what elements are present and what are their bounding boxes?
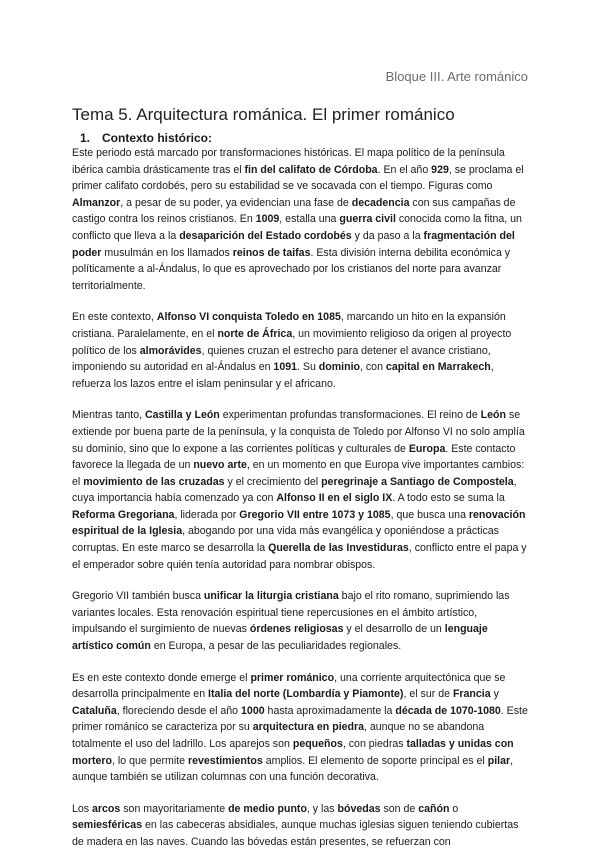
paragraph <box>72 407 530 573</box>
text-run: . Esta división interna debilita económica y políticamente a al-Ándalus, lo que es aprovechado por los cristianos del norte para avanzar territorialmente. <box>72 246 511 292</box>
bold-text: 1000 <box>241 704 265 717</box>
bold-text: arquitectura en piedra <box>252 721 365 734</box>
text-run: . Este contacto favorece la llegada de un <box>72 442 516 472</box>
bold-text: Italia del norte (Lombardía y Piamonte) <box>208 688 404 701</box>
text-run: , el sur de <box>403 688 453 701</box>
text-run: Este periodo está marcado por transformaciones históricas. El mapa político de la península ibérica cambia drásticamente tras el <box>72 147 505 176</box>
bold-text: Querella de las Investiduras <box>268 542 409 555</box>
text-run: . Este primer románico se caracteriza por su <box>72 704 528 734</box>
text-run: , aunque no se abandona totalmente el uso del ladrillo. Los aparejos son <box>72 721 485 750</box>
text-run: y da paso a la <box>351 229 424 242</box>
bold-text: primer románico <box>250 671 335 684</box>
text-run: , una corriente arquitectónica que se desarrolla principalmente en <box>72 671 506 701</box>
bold-text: reinos de taifas <box>232 246 311 259</box>
text-run: , estalla una <box>279 213 340 226</box>
bold-text: Cataluña <box>72 704 117 717</box>
text-run: Es en este contexto donde emerge el <box>72 671 251 684</box>
bold-text: Gregorio VII entre 1073 y 1085 <box>239 508 391 521</box>
text-run: experimentan profundas transformaciones. El reino de <box>219 409 481 422</box>
text-run: . En el año <box>377 163 432 176</box>
bold-text: capital en Marrakech <box>385 361 491 374</box>
bold-text: desaparición del Estado cordobés <box>179 229 352 242</box>
text-run: , cuya importancia había comenzado ya con <box>72 475 517 505</box>
bold-text: Europa <box>408 442 446 455</box>
text-run: , abogando por una vida más evangélica y oponiéndose a prácticas corruptas. En este marco se desarrolla la <box>72 525 499 555</box>
text-run: En este contexto, <box>72 311 157 324</box>
bold-text: nuevo arte <box>193 459 247 472</box>
text-run: . Su <box>297 361 319 374</box>
bold-text: pilar <box>487 754 511 767</box>
bold-text: revestimientos <box>188 754 263 767</box>
paragraph <box>72 588 530 654</box>
text-run: , lo que permite <box>112 754 188 767</box>
text-run: , marcando un hito en la expansión cristiana. Paralelamente, en el <box>72 311 506 340</box>
text-run: Mientras tanto, <box>72 409 146 422</box>
bold-text: talladas y unidas con mortero <box>72 738 514 767</box>
text-run: en las cabeceras absidiales, aunque muchas iglesias siguen teniendo cubiertas de madera en las naves. Cuando las bóvedas están presentes, se refuerzan con <box>72 819 519 848</box>
section-number: 1. <box>80 131 91 145</box>
text-run: y el desarrollo de un <box>343 623 445 636</box>
bold-text: Francia <box>452 688 491 701</box>
bold-text: guerra civil <box>339 213 396 226</box>
text-run: , quienes cruzan el estrecho para detener el avance cristiano, imponiendo su autoridad en al-Ándalus en <box>72 344 491 374</box>
bold-text: Alfonso VI conquista Toledo en 1085 <box>156 311 341 324</box>
text-run: Los <box>72 802 93 815</box>
bold-text: almorávides <box>139 344 202 357</box>
bold-text: pequeños <box>292 738 343 750</box>
bold-text: de medio punto <box>228 802 307 815</box>
bold-text: cañón <box>418 802 450 815</box>
text-run: , con <box>360 361 386 374</box>
text-run: son mayoritariamente <box>120 802 229 815</box>
text-run: , en un momento en que Europa vive importantes cambios: el <box>72 459 525 488</box>
bold-text: bóvedas <box>337 802 381 815</box>
section-heading <box>72 131 530 145</box>
paragraph <box>72 309 530 392</box>
text-run: hasta aproximadamente la <box>264 704 396 717</box>
text-run: en Europa, a pesar de las peculiaridades regionales. <box>150 640 402 653</box>
text-run: , conflicto entre el papa y el emperador sobre quién tenía autoridad para nombrar obispos. <box>72 542 527 571</box>
bold-text: arcos <box>92 802 121 815</box>
text-run: amplios. El elemento de soporte principal es el <box>262 754 488 767</box>
bold-text: 1091 <box>273 361 297 374</box>
text-run: y <box>490 688 499 701</box>
text-run: se extiende por buena parte de la península, y la conquista de Toledo por Alfonso VI no solo amplía su dominio, sino que lo expone a las corrientes políticas y culturales de <box>72 409 525 455</box>
bold-text: década de 1070-1080 <box>395 704 501 717</box>
bold-text: Castilla y León <box>145 409 220 422</box>
text-run: , liderada por <box>174 508 240 521</box>
bold-text: fin del califato de Córdoba <box>244 163 378 176</box>
text-run: , con piedras <box>342 738 407 750</box>
paragraph <box>72 145 530 294</box>
text-run: , floreciendo desde el año <box>116 704 242 717</box>
bold-text: Alfonso II en el siglo IX <box>276 492 393 505</box>
document-body <box>72 104 530 866</box>
paragraph-list <box>72 145 530 851</box>
bold-text: semiesféricas <box>72 819 143 832</box>
text-run: , a pesar de su poder, ya evidencian una fase de <box>120 196 352 209</box>
text-run: conocida como la fitna, un conflicto que lleva a la <box>72 213 522 242</box>
text-run: son de <box>380 802 419 815</box>
text-run: , un movimiento religioso da origen al proyecto político de los <box>72 327 512 357</box>
bold-text: 1009 <box>255 213 280 226</box>
bold-text: dominio <box>318 361 360 374</box>
paragraph <box>72 801 530 851</box>
page-title: Tema 5. Arquitectura románica. El primer románico <box>72 105 455 124</box>
bold-text: norte de África <box>217 327 293 340</box>
text-run: , se proclama el primer califato cordobés, pero su estabilidad se ve socavada con el tiempo. Figuras como <box>72 163 524 193</box>
bold-text: peregrinaje a Santiago de Compostela <box>321 475 514 488</box>
bold-text: movimiento de las cruzadas <box>83 475 225 488</box>
section-label: Contexto histórico: <box>102 131 212 145</box>
bold-text: lenguaje artístico común <box>72 623 488 653</box>
bold-text: decadencia <box>351 196 410 209</box>
bold-text: órdenes religiosas <box>249 623 344 636</box>
bold-text: fragmentación del poder <box>72 229 515 259</box>
bold-text: renovación espiritual de la Iglesia <box>72 508 526 538</box>
text-run: o <box>449 802 459 815</box>
text-run: bajo el rito romano, suprimiendo las variantes locales. Esta renovación espiritual tiene repercusiones en el ámbito artístico, impulsando el surgimiento de nuevas <box>72 590 510 636</box>
paragraph <box>72 670 530 786</box>
text-run: . A todo esto se suma la <box>392 492 505 505</box>
text-run: , refuerza los lazos entre el islam peninsular y el africano. <box>72 361 494 390</box>
text-run: , y las <box>306 802 338 815</box>
text-run: Gregorio VII también busca <box>72 590 204 603</box>
page-header: Bloque III. Arte románico <box>385 69 528 84</box>
text-run: , que busca una <box>390 508 469 521</box>
text-run: , aunque también se utilizan columnas con una función decorativa. <box>72 754 514 784</box>
bold-text: León <box>480 409 506 422</box>
bold-text: 929 <box>431 163 449 176</box>
text-run: y el crecimiento del <box>224 475 322 488</box>
bold-text: Almanzor <box>72 196 121 209</box>
bold-text: unificar la liturgia cristiana <box>203 590 339 603</box>
text-run: musulmán en los llamados <box>101 246 233 259</box>
bold-text: Reforma Gregoriana <box>72 508 175 521</box>
text-run: con sus campañas de castigo contra los reinos cristianos. En <box>72 196 516 226</box>
